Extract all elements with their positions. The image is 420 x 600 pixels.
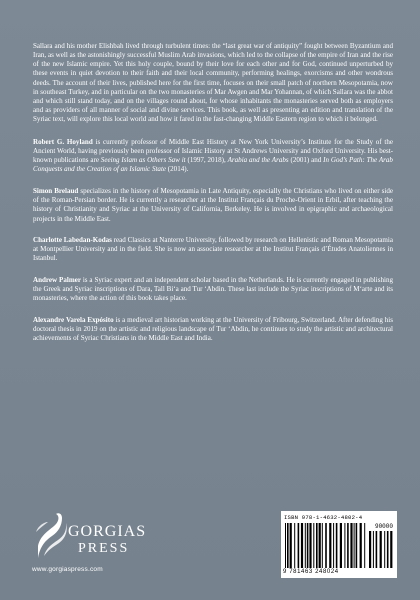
barcode-number: 9 781463 248024 [283,569,339,575]
bio-hoyland: Robert G. Hoyland is currently professor of Middle East History at New York University’s Institute for the Study of the Ancient World, having previously been professor of Islamic History at St Andrews University and Oxford University. His best-known publications are Seeing Islam as Others Saw it (1997, 2018), Arabia and the Arabs (2001) and In God’s Path: The Arab Conquests and the Creation of an Islamic State (2014). [33,137,394,174]
book-title: Arabia and the Arabs [227,156,289,165]
barcode-bars [285,523,367,568]
barcode-bar [340,523,342,568]
barcode-bar [294,523,295,568]
barcode-bar [307,523,309,568]
barcode-bar [350,523,352,568]
bio-palmer: Andrew Palmer is a Syriac expert and an independent scholar based in the Netherlands. He is currently engaged in publishing the Greek and Syriac inscriptions of Dara, Tall Bi‘a and Tur ‘Abdin. These last include the Syriac inscriptions of M‘arte and its monasteries, where the action of this book takes place. [33,276,393,303]
barcode-bar [347,523,349,568]
barcode-bar [364,523,365,568]
barcode-bar [336,523,338,568]
barcode-bar [333,523,334,568]
barcode-bar [387,531,389,568]
publisher-logo [32,510,152,582]
barcode-bar [322,523,323,568]
author-name: Robert G. Hoyland [33,137,93,146]
barcode-bar [309,523,311,568]
barcode-bar [316,523,318,568]
book-title: In God’s Path: The Arab Conquests and the Creation of an Islamic State [33,156,393,174]
author-name: Alexandre Varela Expósito [33,316,114,325]
barcode-bar [390,531,392,568]
publisher-name-line1: GORGIAS [68,523,147,540]
publisher-name-line2: PRESS [78,541,130,556]
barcode-bar [344,523,345,568]
barcode-bar [313,523,314,568]
isbn-text: ISBN 978-1-4632-4802-4 [284,514,363,521]
intro-paragraph: Sallara and his mother Elishbah lived through turbulent times: the “last great war of antiquity” fought between Byzantium and Iran, as well as the astonishingly successful Muslim Arab invasions, which led to the collapse of the empire of Iran and the rise of the new Islamic empire. Yet this holy couple, bound by their love for each other and for God, continued unperturbed by these events in quiet devotion to their faith and their local community, performing healings, exorcisms and other wondrous deeds. The account of their lives, published here for the first time, focuses on their small patch of northern Mesopotamia, now in southeast Turkey, and in particular on the two monasteries of Mar Awgen and Mar Yohannan, of which Sallara was the abbot and which still stand today, and on the villages round about, for whose inhabitants the monasteries served both as employers and as providers of all manner of social and divine services. This book, as well as presenting an edition and translation of the Syriac text, will explore this local world and how it fared in the fast-changing Middle Eastern region to which it belonged. [33,42,393,124]
price-code: 90000 [374,523,393,530]
barcode-bar [380,531,382,568]
bio-labedan-kodas: Charlotte Labedan-Kodas read Classics at Nanterre University, followed by research on Hellenistic and Roman Mesopotamia at Montpellier University and in the field. She is now an associate researcher at the Institut Français d’Études Anatoliennes in Istanbul. [33,236,393,263]
barcode-bar [329,523,331,568]
isbn-barcode [281,511,397,578]
barcode-bar [356,523,358,568]
barcode-bar [290,523,292,568]
barcode-bar [360,523,362,568]
barcode-bar [354,523,355,568]
gorgias-wave-icon [32,510,72,562]
author-name: Simon Brelaud [33,187,79,196]
author-name: Andrew Palmer [33,276,81,285]
bio-brelaud: Simon Brelaud specializes in the history of Mesopotamia in Late Antiquity, especially the Christians who lived on either side of the Roman-Persian border. He is currently a researcher at the Institut Français du Proche-Orient in Erbil, after teaching the history of Christianity and Syriac at the University of California, Berkeley. He is involved in epigraphic and archaeological projects in the Middle East. [33,187,393,223]
barcode-bar [319,523,321,568]
barcode-bar [305,523,306,568]
barcode-bar [384,531,385,568]
barcode-bar [376,531,378,568]
barcode-bar [301,523,303,568]
barcode-bar [369,531,371,568]
addon-bars [369,531,393,568]
barcode-bar [373,531,374,568]
publisher-url: www.gorgiaspress.com [32,566,103,573]
bio-varela-exposito: Alexandre Varela Expósito is a medieval art historian working at the University of Fribourg, Switzerland. After defending his doctoral thesis in 2019 on the artistic and religious landscape of Tur ‘Abdin, he continues to study the artistic and architectural achievements of Syriac Christians in the Middle East and India. [33,316,393,343]
barcode-bar [298,523,300,568]
barcode-bar [325,523,327,568]
barcode-bar [287,523,289,568]
barcode-bar [285,523,286,568]
author-name: Charlotte Labedan-Kodas [33,236,112,245]
book-title: Seeing Islam as Others Saw it [100,156,186,165]
cover-text [33,42,393,356]
